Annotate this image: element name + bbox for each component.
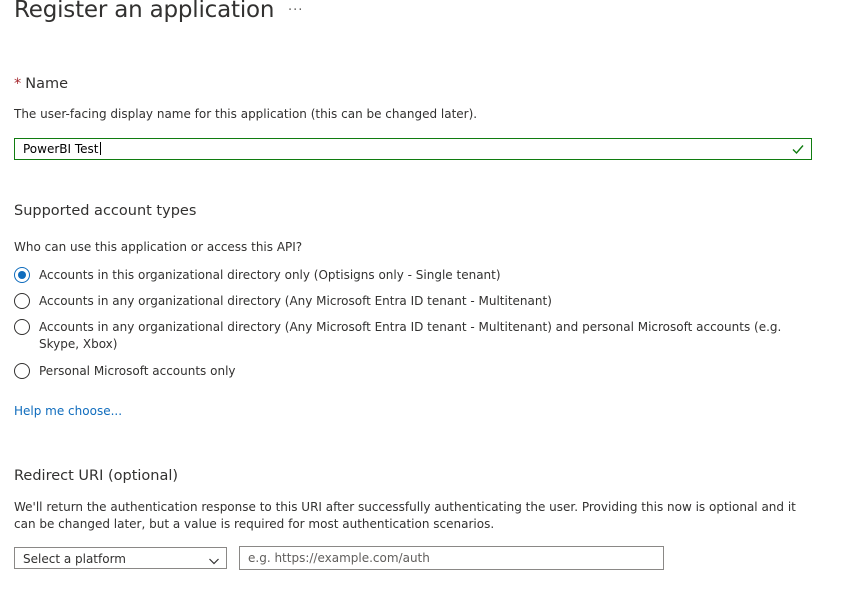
name-description: The user-facing display name for this application (this can be changed later). [14, 107, 478, 121]
help-me-choose-link[interactable]: Help me choose... [14, 404, 123, 418]
radio-button[interactable] [14, 363, 30, 379]
radio-button[interactable] [14, 267, 30, 283]
redirect-uri-input[interactable] [239, 546, 664, 570]
account-types-question: Who can use this application or access this API? [14, 240, 303, 254]
radio-option-personal-only[interactable] [14, 363, 814, 380]
radio-option-multitenant-personal[interactable] [14, 319, 814, 353]
page-title: Register an application [14, 0, 275, 23]
name-label-text: Name [25, 76, 69, 92]
radio-label: Accounts in any organizational directory (Any Microsoft Entra ID tenant - Multitenant) [39, 294, 552, 308]
redirect-uri-heading: Redirect URI (optional) [14, 468, 179, 484]
radio-label: Personal Microsoft accounts only [39, 364, 236, 378]
chevron-down-icon [208, 552, 220, 571]
radio-button[interactable] [14, 293, 30, 309]
radio-button[interactable] [14, 319, 30, 335]
radio-option-single-tenant[interactable] [14, 267, 814, 284]
account-types-heading: Supported account types [14, 203, 197, 219]
more-actions-button[interactable]: ··· [288, 3, 304, 18]
radio-option-multitenant[interactable] [14, 293, 814, 310]
radio-label: Accounts in this organizational directory only (Optisigns only - Single tenant) [39, 268, 501, 282]
name-input-value: PowerBI Test [23, 142, 99, 156]
required-marker: * [14, 76, 22, 92]
checkmark-icon [791, 141, 805, 160]
radio-label: Accounts in any organizational directory (Any Microsoft Entra ID tenant - Multitenant) and personal Microsoft accounts (e.g. Skype, Xbox) [39, 320, 782, 351]
redirect-uri-description: We'll return the authentication response to this URI after successfully authenticating the user. Providing this now is optional and it can be changed later, but a value is required for most authentication scenarios. [14, 500, 796, 531]
name-input[interactable] [14, 138, 812, 160]
platform-select-value: Select a platform [23, 552, 126, 566]
platform-select[interactable] [14, 547, 227, 569]
name-label [14, 76, 68, 92]
